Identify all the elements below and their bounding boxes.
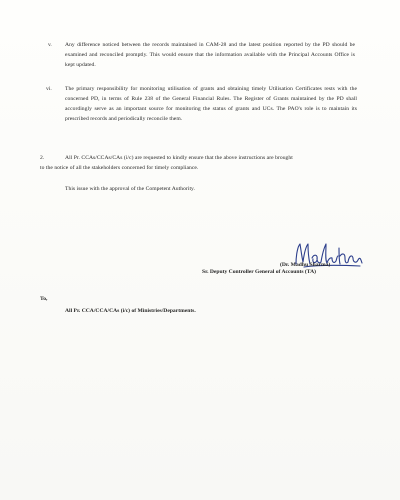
recipients-line: All Pr. CCA/CCA/CAs (i/c) of Ministries/Departments. [65,308,196,314]
signer-name: (Dr. Madhu Sharma) [280,262,331,268]
list-marker-vi: vi. [46,86,52,92]
paragraph-2-line-2: to the notice of all the stakeholders concerned for timely compliance. [40,165,199,171]
paragraph-2-line-1: All Pr. CCAs/CCAs/CAs (i/c) are requested to kindly ensure that the above instructions are brought [65,155,293,161]
approval-statement: This issue with the approval of the Competent Authority. [65,186,195,192]
instruction-item-v: Any difference noticed between the records maintained in CAM-28 and the latest position reported by the PD should be examined and reconciled promptly. This would ensure that the information available with the Principal Accounts Office is kept updated. [65,42,355,68]
paragraph-number-2: 2. [40,155,45,161]
instruction-item-vi: The primary responsibility for monitoring utilisation of grants and obtaining timely Utilisation Certificates rests with the concerned PD, in terms of Rule 238 of the General Financial Rules. The Register of Grants maintained by the PD shall accordingly serve as an important source for monitoring the status of grants and UCs. The PAO's role is to maintain its prescribed records and periodically reconcile them. [65,86,357,122]
to-label: To, [40,296,48,302]
list-marker-v: v. [48,42,52,48]
signer-designation: Sr. Deputy Controller General of Accounts (TA) [202,269,316,275]
